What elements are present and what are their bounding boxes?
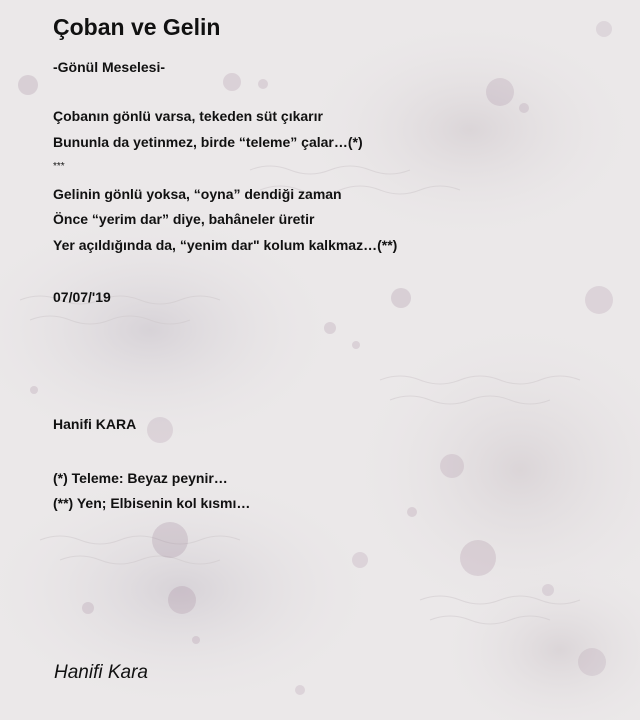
poem-line-1: Çobanın gönlü varsa, tekeden süt çıkarır (53, 108, 323, 124)
poem-author: Hanifi KARA (53, 416, 137, 432)
poem-line-6: Yer açıldığında da, “yenim dar" kolum kalkmaz…(**) (53, 237, 398, 253)
footnote-2: (**) Yen; Elbisenin kol kısmı… (53, 495, 251, 511)
poem-line-4: Gelinin gönlü yoksa, “oyna” dendiği zaman (53, 186, 342, 202)
footnote-1: (*) Teleme: Beyaz peynir… (53, 470, 228, 486)
author-signature: Hanifi Kara (54, 662, 148, 683)
poem-line-5: Önce “yerim dar” diye, bahâneler üretir (53, 211, 315, 227)
poem-date: 07/07/'19 (53, 289, 111, 305)
poem-title: Çoban ve Gelin (53, 14, 221, 40)
poem-subtitle: -Gönül Meselesi- (53, 59, 166, 75)
poem-separator: *** (53, 161, 65, 172)
poem-line-2: Bununla da yetinmez, birde “teleme” çalar…(*) (53, 134, 363, 150)
